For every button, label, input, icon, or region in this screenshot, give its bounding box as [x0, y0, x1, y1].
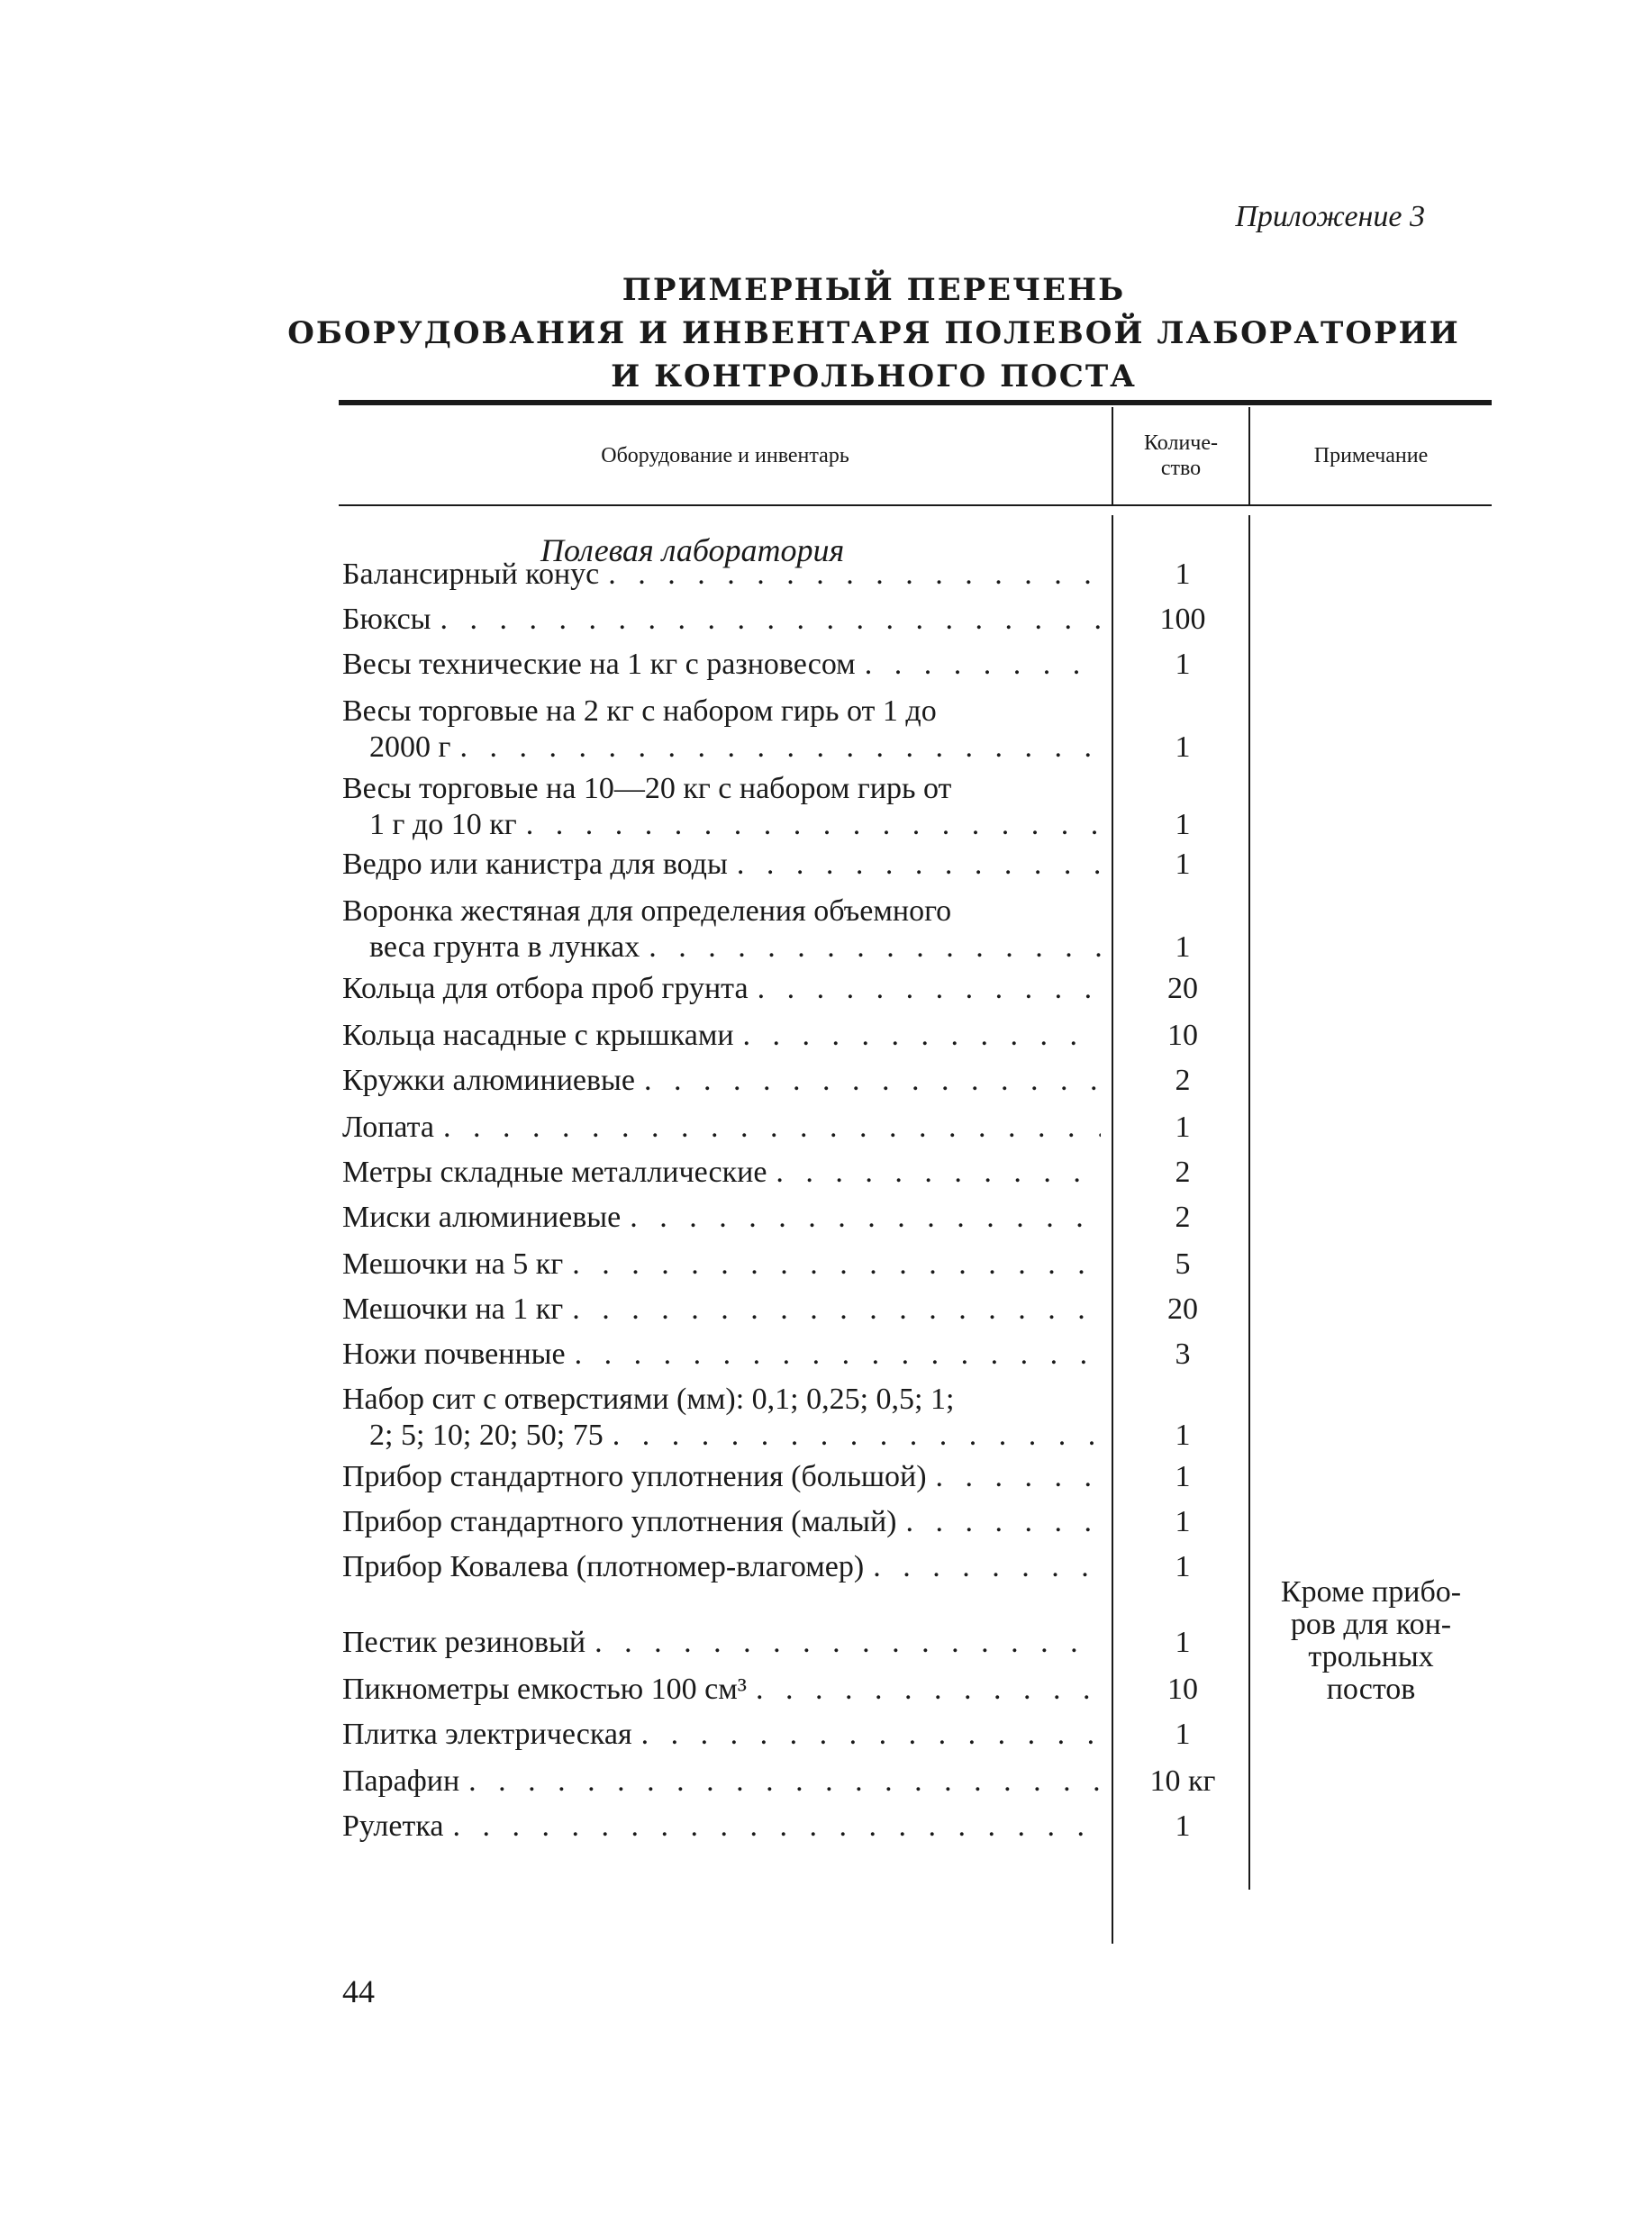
table-row [342, 1063, 1456, 1099]
quantity-cell: 1 [1175, 1505, 1191, 1538]
equipment-name-text: Весы технические на 1 кг с разновесом [342, 648, 856, 681]
equipment-name-line [342, 1764, 1101, 1800]
quantity-cell: 1 [1175, 808, 1191, 841]
quantity-cell: 2 [1175, 1064, 1191, 1097]
equipment-name [342, 1200, 1101, 1236]
equipment-name-text: Кольца насадные с крышками [342, 1019, 734, 1052]
quantity-cell: 3 [1175, 1338, 1191, 1371]
equipment-name [342, 1764, 1101, 1800]
equipment-name-line: Весы торговые на 10—20 кг с набором гирь от [342, 772, 952, 805]
table-row [342, 1200, 1456, 1236]
appendix-label: Приложение 3 [1235, 200, 1425, 233]
dot-leader [641, 1717, 1101, 1753]
quantity-cell: 1 [1175, 1111, 1191, 1144]
note-line: постов [1326, 1673, 1416, 1706]
equipment-name-line: Набор сит с отверстиями (мм): 0,1; 0,25; 0,5; 1; [342, 1383, 955, 1416]
dot-leader [776, 1155, 1101, 1191]
dot-leader [644, 1063, 1101, 1099]
header-equipment: Оборудование и инвентарь [601, 444, 849, 467]
quantity-cell: 1 [1175, 558, 1191, 591]
equipment-name-text: Парафин [342, 1764, 460, 1798]
section-title: Полевая лаборатория [540, 532, 845, 568]
dot-leader [613, 1418, 1101, 1454]
page-number: 44 [342, 1973, 375, 2009]
equipment-name-line [342, 1292, 1101, 1328]
equipment-name-line [342, 1504, 1101, 1540]
quantity-cell: 2 [1175, 1201, 1191, 1234]
equipment-name [342, 1549, 1101, 1585]
dot-leader [595, 1625, 1101, 1661]
dot-leader [906, 1504, 1101, 1540]
equipment-name-line [342, 1418, 1101, 1454]
note-line: ров для кон- [1290, 1608, 1452, 1641]
equipment-name-text: Миски алюминиевые [342, 1201, 622, 1234]
equipment-name-line [342, 1200, 1101, 1236]
dot-leader [440, 602, 1101, 638]
equipment-name-line [342, 647, 1101, 683]
equipment-name-text: Пестик резиновый [342, 1626, 586, 1659]
note-cell [1254, 1576, 1488, 1706]
equipment-name [342, 771, 1101, 843]
dot-leader [743, 1018, 1101, 1054]
dot-leader [572, 1292, 1101, 1328]
table-row [342, 771, 1456, 843]
equipment-name [342, 1625, 1101, 1661]
dot-leader [630, 1200, 1101, 1236]
equipment-name-line [342, 930, 1101, 966]
dot-leader [758, 971, 1101, 1007]
equipment-name-text: Прибор стандартного уплотнения (малый) [342, 1505, 897, 1538]
equipment-name [342, 694, 1101, 766]
table-row [342, 1110, 1456, 1146]
document-title [270, 268, 1477, 398]
equipment-name-line [342, 971, 1101, 1007]
table-row [342, 1717, 1456, 1753]
dot-leader [575, 1337, 1101, 1373]
quantity-cell: 5 [1175, 1247, 1191, 1281]
table-row [342, 1292, 1456, 1328]
equipment-name-line [342, 1063, 1101, 1099]
equipment-name-line [342, 1247, 1101, 1283]
header-quantity [1113, 407, 1248, 504]
equipment-name [342, 1809, 1101, 1845]
dot-leader [443, 1110, 1101, 1146]
table-row [342, 1382, 1456, 1454]
table-row [342, 557, 1456, 593]
dot-leader [452, 1809, 1101, 1845]
title-line: ОБОРУДОВАНИЯ И ИНВЕНТАРЯ ПОЛЕВОЙ ЛАБОРАТОРИИ [287, 315, 1460, 351]
equipment-name-text: Ведро или канистра для воды [342, 848, 728, 881]
dot-leader [649, 930, 1101, 966]
equipment-name-text: Бюксы [342, 603, 431, 636]
dot-leader [608, 557, 1101, 593]
equipment-name [342, 893, 1101, 966]
equipment-name-line [342, 1809, 1101, 1845]
quantity-cell: 1 [1175, 1809, 1191, 1843]
equipment-name [342, 1717, 1101, 1753]
equipment-name-text: 2; 5; 10; 20; 50; 75 [369, 1419, 604, 1452]
equipment-name-line [342, 730, 1101, 766]
equipment-name-text: Мешочки на 1 кг [342, 1292, 564, 1326]
equipment-name [342, 1504, 1101, 1540]
equipment-name [342, 647, 1101, 683]
equipment-name [342, 1459, 1101, 1495]
table-row [342, 1504, 1456, 1540]
equipment-name-line [342, 1018, 1101, 1054]
equipment-name-text: веса грунта в лунках [369, 930, 640, 964]
equipment-name-text: Кружки алюминиевые [342, 1064, 635, 1097]
equipment-name-line [342, 1672, 1101, 1708]
equipment-name-line [342, 1110, 1101, 1146]
table-row [342, 971, 1456, 1007]
equipment-name-text: Балансирный конус [342, 558, 600, 591]
dot-leader [756, 1672, 1101, 1708]
equipment-name-line [342, 807, 1101, 843]
equipment-name-text: Лопата [342, 1111, 434, 1144]
equipment-name [342, 1672, 1101, 1708]
table-row [342, 1459, 1456, 1495]
equipment-name-text: Ножи почвенные [342, 1338, 566, 1371]
quantity-cell: 1 [1175, 1626, 1191, 1659]
note-line: Кроме прибо- [1280, 1575, 1462, 1609]
table-top-rule [339, 400, 1492, 405]
quantity-cell: 1 [1175, 848, 1191, 881]
dot-leader [936, 1459, 1101, 1495]
equipment-name [342, 1155, 1101, 1191]
equipment-name-line [342, 1337, 1101, 1373]
header-note: Примечание [1313, 444, 1429, 467]
dot-leader [865, 647, 1101, 683]
table-row [342, 847, 1456, 883]
quantity-cell: 1 [1175, 1460, 1191, 1493]
equipment-name-line: Воронка жестяная для определения объемного [342, 894, 952, 928]
equipment-name-text: Пикнометры емкостью 100 см³ [342, 1673, 747, 1706]
equipment-name-text: Прибор Ковалева (плотномер-влагомер) [342, 1550, 865, 1583]
quantity-cell: 1 [1175, 648, 1191, 681]
equipment-name-line [342, 847, 1101, 883]
quantity-cell: 100 [1159, 603, 1206, 636]
quantity-cell: 10 [1167, 1673, 1198, 1706]
table-row [342, 893, 1456, 966]
equipment-name-line [342, 602, 1101, 638]
equipment-name [342, 1110, 1101, 1146]
equipment-name [342, 1337, 1101, 1373]
quantity-cell: 10 [1167, 1019, 1198, 1052]
equipment-name [342, 1247, 1101, 1283]
equipment-name [342, 1382, 1101, 1454]
equipment-name-text: Мешочки на 5 кг [342, 1247, 564, 1281]
header-quantity-line: ство [1160, 457, 1202, 480]
equipment-name [342, 847, 1101, 883]
equipment-name-line [342, 557, 1101, 593]
dot-leader [737, 847, 1101, 883]
quantity-cell: 1 [1175, 730, 1191, 764]
equipment-name-text: 2000 г [369, 730, 451, 764]
quantity-cell: 20 [1167, 972, 1198, 1005]
table-row [342, 1155, 1456, 1191]
title-line: И КОНТРОЛЬНОГО ПОСТА [611, 358, 1137, 394]
note-line: трольных [1308, 1640, 1434, 1673]
quantity-cell: 2 [1175, 1156, 1191, 1189]
quantity-cell: 1 [1175, 930, 1191, 964]
table-row [342, 1018, 1456, 1054]
equipment-name-line [342, 1155, 1101, 1191]
table-header-rule [339, 504, 1492, 506]
table-row [342, 1809, 1456, 1845]
title-line: ПРИМЕРНЫЙ ПЕРЕЧЕНЬ [622, 272, 1126, 308]
equipment-name-text: Прибор стандартного уплотнения (большой) [342, 1460, 927, 1493]
equipment-name-line: Весы торговые на 2 кг с набором гирь от 1 до [342, 694, 937, 728]
equipment-name-line [342, 1625, 1101, 1661]
quantity-cell: 10 кг [1149, 1764, 1216, 1798]
dot-leader [459, 730, 1101, 766]
equipment-name-line [342, 1549, 1101, 1585]
table-row [342, 694, 1456, 766]
equipment-name-text: Кольца для отбора проб грунта [342, 972, 749, 1005]
equipment-name-text: Метры складные металлические [342, 1156, 767, 1189]
dot-leader [468, 1764, 1101, 1800]
equipment-name [342, 1063, 1101, 1099]
equipment-name-text: Плитка электрическая [342, 1718, 632, 1751]
equipment-name [342, 1292, 1101, 1328]
quantity-cell: 20 [1167, 1292, 1198, 1326]
equipment-name [342, 557, 1101, 593]
equipment-name-text: 1 г до 10 кг [369, 808, 517, 841]
equipment-name [342, 971, 1101, 1007]
table-row [342, 1337, 1456, 1373]
table-row [342, 602, 1456, 638]
table-row [342, 1764, 1456, 1800]
equipment-name-line [342, 1459, 1101, 1495]
equipment-name-line [342, 1717, 1101, 1753]
table-row [342, 1247, 1456, 1283]
quantity-cell: 1 [1175, 1419, 1191, 1452]
dot-leader [873, 1549, 1101, 1585]
equipment-name [342, 1018, 1101, 1054]
header-quantity-line: Количе- [1143, 431, 1219, 455]
equipment-name-text: Рулетка [342, 1809, 444, 1843]
quantity-cell: 1 [1175, 1718, 1191, 1751]
dot-leader [526, 807, 1101, 843]
equipment-name [342, 602, 1101, 638]
table-row [342, 647, 1456, 683]
dot-leader [572, 1247, 1101, 1283]
quantity-cell: 1 [1175, 1550, 1191, 1583]
